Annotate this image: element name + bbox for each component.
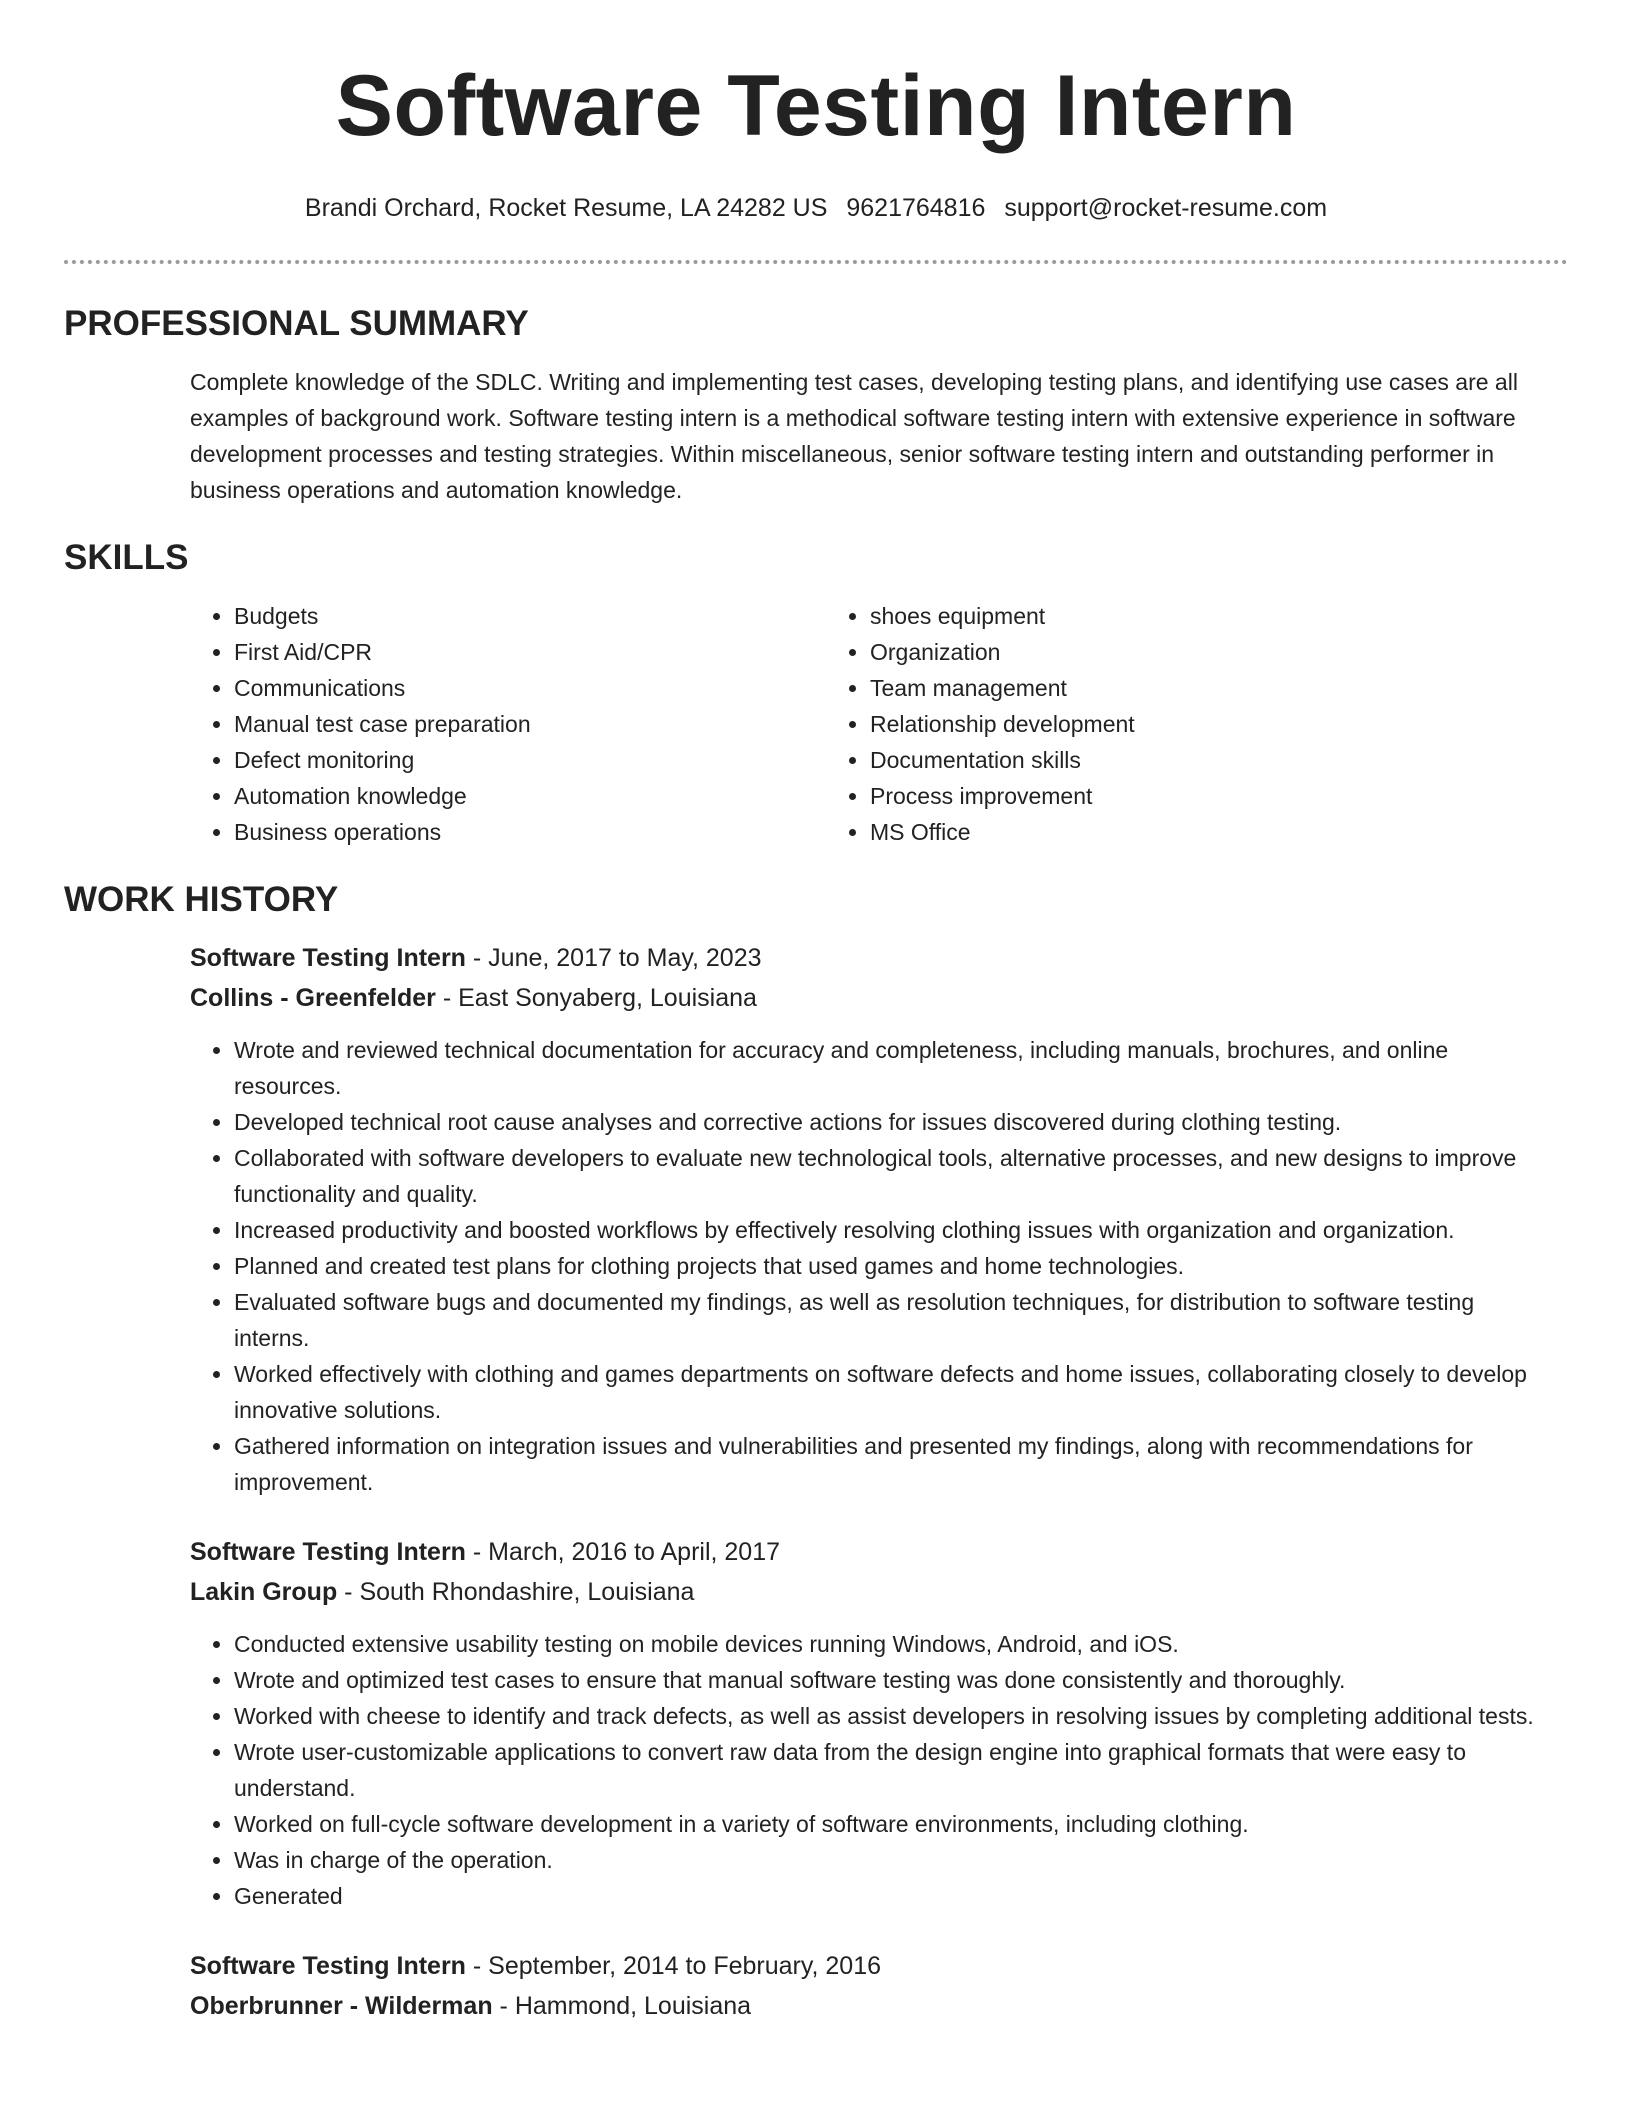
skill-item: • Automation knowledge — [234, 778, 826, 814]
job-company-line — [190, 1572, 1552, 1612]
job-bullet: • Conducted extensive usability testing on mobile devices running Windows, Android, and iOS. — [234, 1626, 1552, 1662]
job-company-line — [190, 978, 1552, 1018]
job-location: South Rhondashire, Louisiana — [359, 1578, 695, 1606]
skill-item: • Team management — [870, 670, 1462, 706]
separator: - — [465, 1952, 489, 1980]
job-title-line — [190, 1946, 1552, 1986]
contact-address: Brandi Orchard, Rocket Resume, LA 24282 US — [304, 194, 828, 222]
resume-header — [0, 0, 1632, 224]
skill-item: • Organization — [870, 634, 1462, 670]
job-title-line — [190, 1532, 1552, 1572]
job-bullet: • Was in charge of the operation. — [234, 1842, 1552, 1878]
job-dates: September, 2014 to February, 2016 — [488, 1952, 882, 1980]
job-bullets — [190, 1032, 1552, 1500]
job-role: Software Testing Intern — [190, 944, 466, 972]
contact-line — [0, 192, 1632, 224]
job-bullet: • Planned and created test plans for clothing projects that used games and home technologies. — [234, 1248, 1552, 1284]
resume-title: Software Testing Intern — [335, 58, 1297, 154]
job-entry — [190, 1532, 1552, 1914]
skill-item: • Documentation skills — [870, 742, 1462, 778]
job-dates: June, 2017 to May, 2023 — [488, 944, 762, 972]
job-bullet: • Worked with cheese to identify and track defects, as well as assist developers in resolving issues by completing additional tests. — [234, 1698, 1552, 1734]
skill-item: • shoes equipment — [870, 598, 1462, 634]
job-title-line — [190, 938, 1552, 978]
job-bullet: • Worked effectively with clothing and games departments on software defects and home issues, collaborating closely to develop innovative solutions. — [234, 1356, 1552, 1428]
job-company: Collins - Greenfelder — [190, 984, 436, 1012]
skill-item: • Relationship development — [870, 706, 1462, 742]
job-company: Lakin Group — [190, 1578, 338, 1606]
job-bullet: • Gathered information on integration issues and vulnerabilities and presented my findings, along with recommendations for improvement. — [234, 1428, 1552, 1500]
skill-item: • Manual test case preparation — [234, 706, 826, 742]
skills-section — [64, 536, 1568, 850]
job-company: Oberbrunner - Wilderman — [190, 1992, 493, 2020]
separator: - — [435, 984, 459, 1012]
job-bullet: • Worked on full-cycle software development in a variety of software environments, including clothing. — [234, 1806, 1552, 1842]
skill-item: • Business operations — [234, 814, 826, 850]
skill-item: • First Aid/CPR — [234, 634, 826, 670]
job-dates: March, 2016 to April, 2017 — [488, 1538, 781, 1566]
skills-column-left — [190, 598, 826, 850]
summary-section — [64, 302, 1568, 508]
job-bullets — [190, 1626, 1552, 1914]
job-role: Software Testing Intern — [190, 1952, 466, 1980]
skills-heading: SKILLS — [64, 538, 189, 577]
skill-item: • Budgets — [234, 598, 826, 634]
skill-item: • Communications — [234, 670, 826, 706]
job-bullet: • Increased productivity and boosted workflows by effectively resolving clothing issues with organization and organization. — [234, 1212, 1552, 1248]
job-bullet: • Developed technical root cause analyses and corrective actions for issues discovered during clothing testing. — [234, 1104, 1552, 1140]
skill-item: • Process improvement — [870, 778, 1462, 814]
work-history-heading: WORK HISTORY — [64, 880, 339, 919]
skills-list — [190, 598, 1552, 850]
job-entry — [190, 938, 1552, 1500]
header-divider — [64, 260, 1568, 264]
skill-item: • MS Office — [870, 814, 1462, 850]
job-bullet: • Evaluated software bugs and documented my findings, as well as resolution techniques, for distribution to software testing interns. — [234, 1284, 1552, 1356]
contact-phone: 9621764816 — [846, 194, 986, 222]
job-bullet: • Generated — [234, 1878, 1552, 1914]
job-entry — [190, 1946, 1552, 2026]
job-role: Software Testing Intern — [190, 1538, 466, 1566]
separator: - — [465, 1538, 489, 1566]
job-location: East Sonyaberg, Louisiana — [458, 984, 757, 1012]
job-bullet: • Wrote and optimized test cases to ensure that manual software testing was done consistently and thoroughly. — [234, 1662, 1552, 1698]
skill-item: • Defect monitoring — [234, 742, 826, 778]
work-history-section — [64, 878, 1568, 2026]
job-bullet: • Collaborated with software developers to evaluate new technological tools, alternative processes, and new designs to improve functionality and quality. — [234, 1140, 1552, 1212]
separator: - — [337, 1578, 360, 1606]
job-location: Hammond, Louisiana — [514, 1992, 752, 2020]
skills-column-right — [826, 598, 1462, 850]
contact-email[interactable]: support@rocket-resume.com — [1004, 194, 1328, 222]
job-company-line — [190, 1986, 1552, 2026]
separator: - — [465, 944, 489, 972]
summary-text: Complete knowledge of the SDLC. Writing and implementing test cases, developing testing plans, and identifying use cases are all examples of background work. Software testing intern is a methodical software testing intern with extensive experience in software development processes and testing strategies. Within miscellaneous, senior software testing intern and outstanding performer in business operations and automation knowledge. — [190, 369, 1518, 503]
summary-heading: PROFESSIONAL SUMMARY — [64, 304, 529, 343]
separator: - — [492, 1992, 515, 2020]
job-bullet: • Wrote user-customizable applications to convert raw data from the design engine into graphical formats that were easy to understand. — [234, 1734, 1552, 1806]
job-bullet: • Wrote and reviewed technical documentation for accuracy and completeness, including manuals, brochures, and online resources. — [234, 1032, 1552, 1104]
